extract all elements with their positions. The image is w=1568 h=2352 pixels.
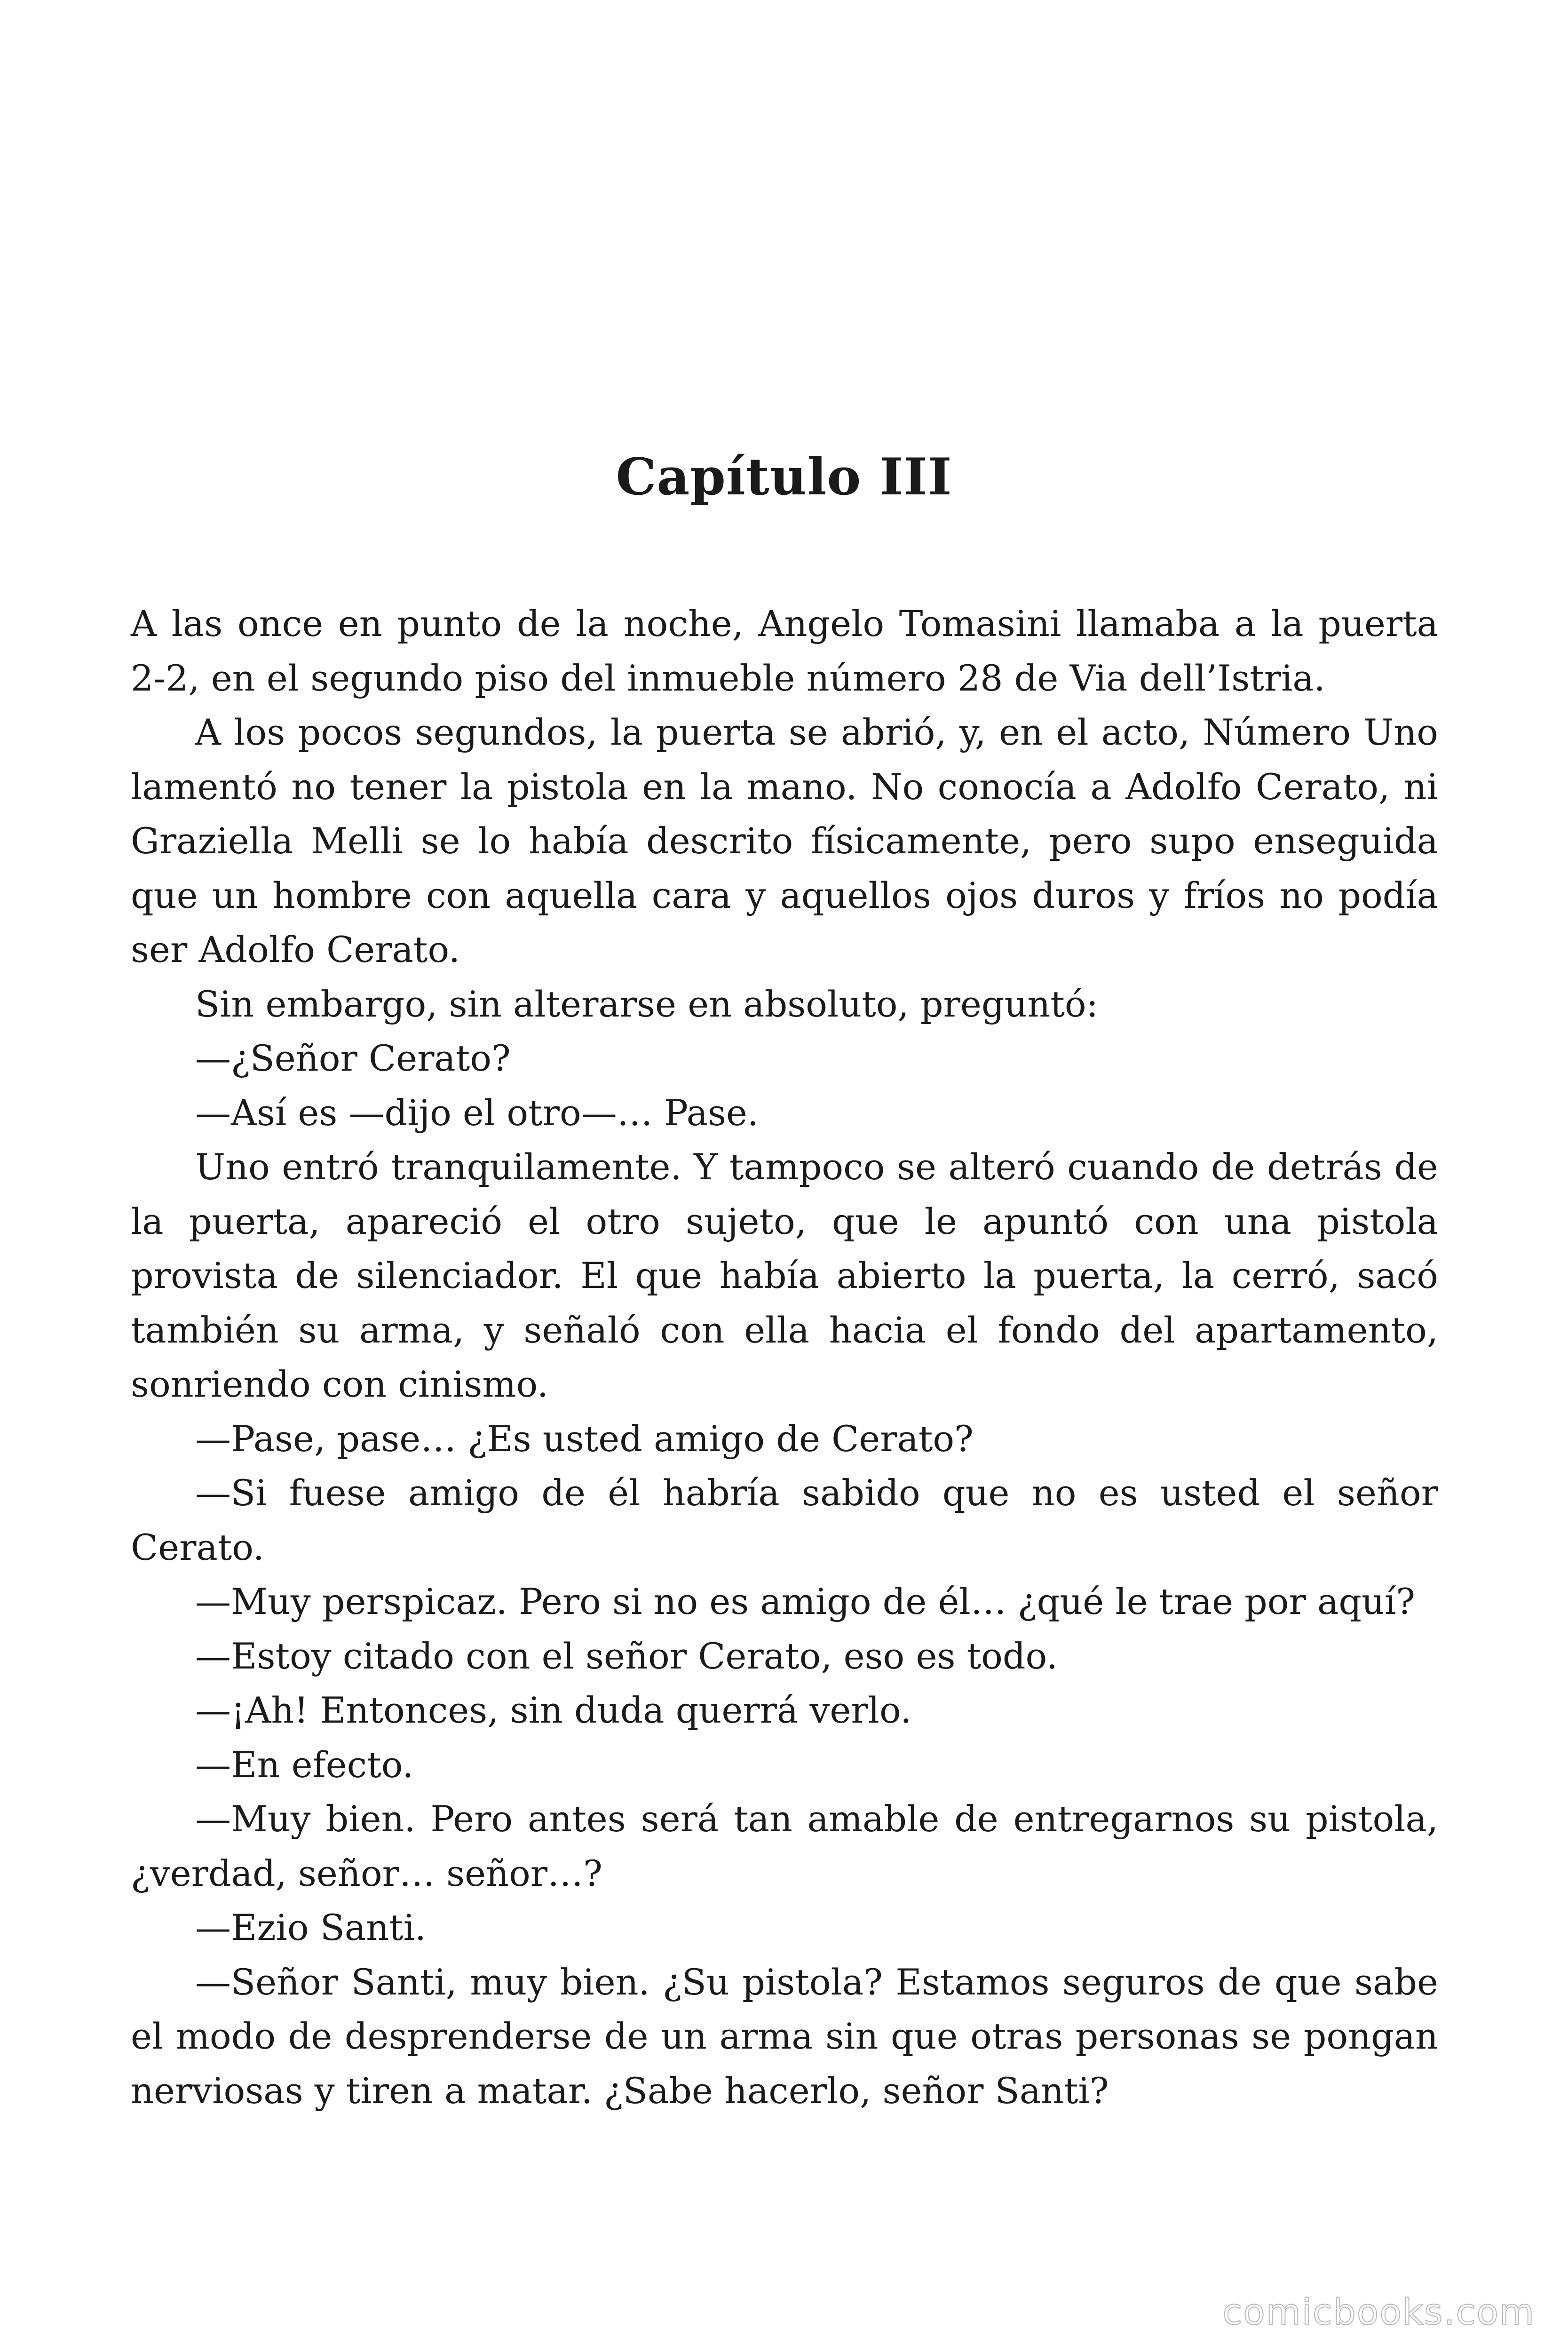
- dialogue-line: —Muy bien. Pero antes será tan amable de entregarnos su pistola, ¿verdad, señor… señor…?: [131, 1798, 1438, 1894]
- dialogue-line: —Señor Santi, muy bien. ¿Su pistola? Estamos seguros de que sabe el modo de desprenderse de un arma sin que otras personas se pongan nerviosas y tiren a matar. ¿Sabe hacerlo, señor Santi?: [131, 1961, 1438, 2112]
- paragraph: A las once en punto de la noche, Angelo Tomasini llamaba a la puerta 2-2, en el segundo piso del inmueble número 28 de Via dell’Istria.: [131, 603, 1438, 699]
- dialogue-line: —Si fuese amigo de él habría sabido que no es usted el señor Cerato.: [131, 1472, 1438, 1568]
- dialogue-line: —Ezio Santi.: [195, 1907, 427, 1948]
- dialogue-line: —Pase, pase… ¿Es usted amigo de Cerato?: [195, 1417, 974, 1460]
- dialogue-line: —Así es —dijo el otro—… Pase.: [195, 1091, 759, 1134]
- dialogue-line: —En efecto.: [195, 1743, 414, 1786]
- dialogue-line: —¿Señor Cerato?: [195, 1037, 511, 1079]
- paragraph: Uno entró tranquilamente. Y tampoco se alteró cuando de detrás de la puerta, apareció el otro sujeto, que le apuntó con una pistola provista de silenciador. El que había abierto la puerta, la cerró, sacó también su arma, y señaló con ella hacia el fondo del apartamento, sonriendo con cinismo.: [131, 1146, 1438, 1405]
- chapter-body: [131, 596, 1438, 2118]
- watermark: comicbooks.com: [1222, 2291, 1535, 2333]
- dialogue-line: —Estoy citado con el señor Cerato, eso es todo.: [195, 1635, 1058, 1677]
- paragraph: A los pocos segundos, la puerta se abrió, y, en el acto, Número Uno lamentó no tener la pistola en la mano. No conocía a Adolfo Cerato, ni Graziella Melli se lo había descrito físicamente, pero supo enseguida que un hombre con aquella cara y aquellos ojos duros y fríos no podía ser Adolfo Cerato.: [131, 711, 1438, 970]
- dialogue-line: —Muy perspicaz. Pero si no es amigo de él… ¿qué le trae por aquí?: [195, 1581, 1415, 1622]
- paragraph: Sin embargo, sin alterarse en absoluto, preguntó:: [195, 983, 1099, 1025]
- dialogue-line: —¡Ah! Entonces, sin duda querrá verlo.: [195, 1689, 912, 1731]
- chapter-title: Capítulo III: [616, 447, 952, 507]
